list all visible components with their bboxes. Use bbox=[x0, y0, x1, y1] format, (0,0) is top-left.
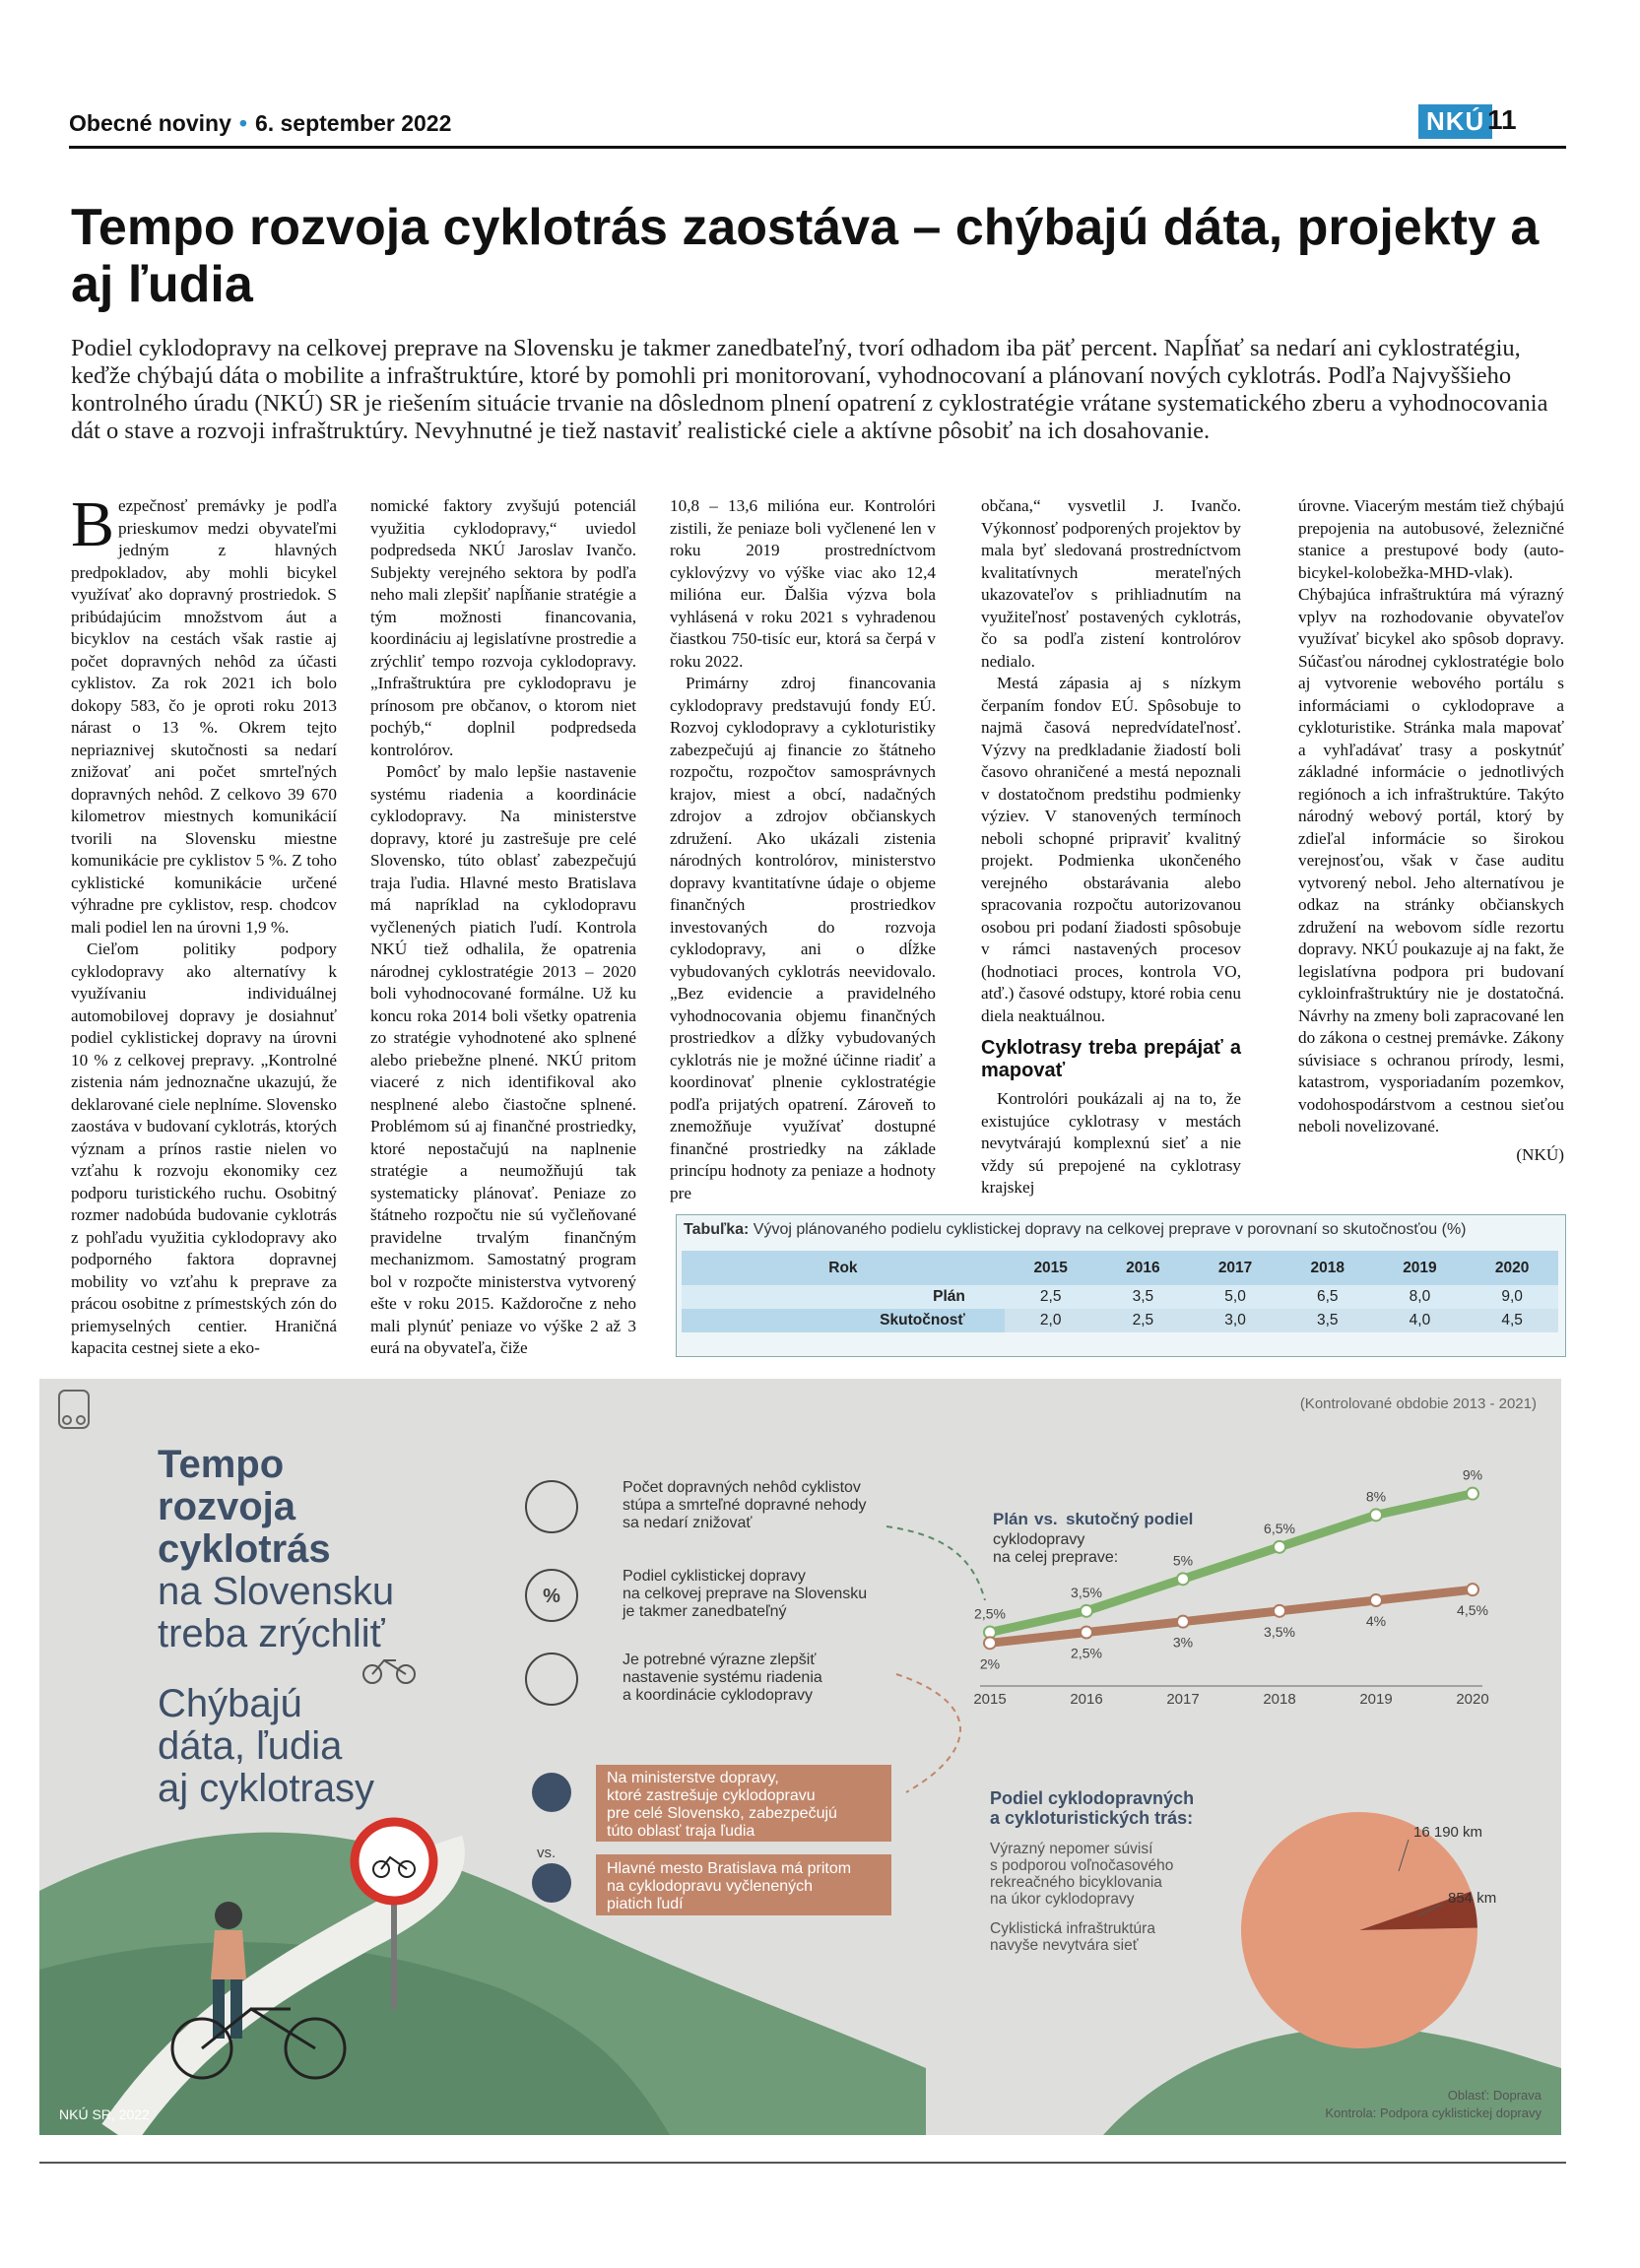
infographic-audit: Kontrola: Podpora cyklistickej dopravy bbox=[1325, 2106, 1542, 2120]
table-row bbox=[682, 1285, 1558, 1309]
bike-route-icon bbox=[59, 1391, 89, 1428]
article-signature: (NKÚ) bbox=[1516, 1144, 1564, 1164]
table-caption-text: Vývoj plánovaného podielu cyklistickej dopravy na celkovej preprave v porovnaní so skutočnosťou (%) bbox=[753, 1221, 1467, 1238]
infographic-subtitle-line: aj cyklotrasy bbox=[158, 1767, 375, 1810]
data-point bbox=[1467, 1488, 1478, 1500]
table-cell: 2,5 bbox=[1097, 1309, 1190, 1332]
infographic-subtitle-line: Chýbajú bbox=[158, 1682, 302, 1725]
table-cell: 2,0 bbox=[1005, 1309, 1097, 1332]
info-text: na celkovej preprave na Slovensku bbox=[623, 1586, 868, 1602]
pie-text: rekreačného bicyklovania bbox=[990, 1874, 1162, 1891]
percent-glyph: % bbox=[543, 1586, 560, 1607]
page-number: 11 bbox=[1487, 104, 1517, 135]
data-label: 9% bbox=[1462, 1466, 1483, 1483]
info-text: sa nedarí znižovať bbox=[623, 1515, 753, 1531]
paragraph: Primárny zdroj financovania cyklodopravy predstavujú fondy EÚ. Rozvoj cyklodopravy a cykloturistiky zabezpečujú aj financie zo štátneho rozpočtu, rozpočtov samosprávnych krajov, miest a obcí, nadačných zdrojov a zdrojov občianskych združení. Ako ukázali zistenia národných kontrolórov, ministerstvo dopravy kvantitatívne údaje o objeme finančných prostriedkov investovaných do rozvoja cyklodopravy, ani o dĺžke vybudovaných cyklotrás neevidovalo. „Bez evidencie a pravidelného vyhodnocovania objemu finančných prostriedkov a dĺžky vybudovaných cyklotrás nie je možné účinne riadiť a koordinovať plnenie cyklostratégie podľa prijatých opatrení. Zároveň to znemožňuje využívať dostupné finančné prostriedky na základe princípu hodnoty za peniaze a hodnoty pre bbox=[670, 674, 936, 1202]
pie-label: 854 km bbox=[1448, 1890, 1497, 1907]
connector-line bbox=[886, 1526, 985, 1600]
data-point bbox=[1467, 1584, 1478, 1595]
x-tick-label: 2017 bbox=[1166, 1691, 1200, 1708]
people-icon bbox=[532, 1773, 571, 1812]
article-headline: Tempo rozvoja cyklotrás zaostáva – chýbajú dáta, projekty a aj ľudia bbox=[71, 199, 1540, 313]
connector-line bbox=[896, 1674, 960, 1792]
data-point bbox=[1081, 1627, 1092, 1639]
paragraph: 10,8 – 13,6 milióna eur. Kontrolóri zistili, že peniaze boli vyčlenené len v roku 2019 prostredníctvom cyklovýzvy vo výške viac ako 12,4 milióna eur. Ďalšia výzva bola vyhlásená v roku 2021 s vyhradenou čiastkou 750-tisíc eur, ktorá sa čerpá v roku 2022. bbox=[670, 496, 936, 671]
legend-plan: Plán bbox=[993, 1510, 1028, 1528]
data-table bbox=[682, 1251, 1558, 1332]
table-cell: 3,0 bbox=[1189, 1309, 1281, 1332]
table-row bbox=[682, 1309, 1558, 1332]
paragraph: Cieľom politiky podpory cyklodopravy ako alternatívy k využívaniu individuálnej automobilovej dopravy je dosiahnuť podiel cyklistickej dopravy na úrovni 10 % z celkovej prepravy. „Kontrolné zistenia nám jednoznačne ukazujú, že deklarované ciele neplníme. Slovensko zaostáva v budovaní cyklotrás, ktorých význam a prínos rastie nielen vo vzťahu k rozvoju ekonomiky cez podporu turistického ruchu. Osobitný rozmer nadobúda budovanie cyklotrás z pohľadu využitia cyklodopravy ako podporného faktora dopravnej mobility vo vzťahu k preprave za prácou osobitne z prímestských zón do priemyselných centier. Hraničná kapacita cestnej siete a eko- bbox=[71, 940, 337, 1357]
pie-title-line: a cykloturistických trás: bbox=[990, 1808, 1194, 1828]
x-tick-label: 2015 bbox=[973, 1691, 1007, 1708]
paragraph: Pomôcť by malo lepšie nastavenie systému riadenia a koordinácie cyklodopravy. Na ministerstve dopravy, ktoré ju zastrešuje pre celé Slovensko, túto oblasť zabezpečujú traja ľudia. Hlavné mesto Bratislava má napríklad na cyklodopravu vyčlenených piatich ľudí. Kontrola NKÚ tiež odhalila, že opatrenia národnej cyklostratégie 2013 – 2020 boli vyhodnocované formálne. Už ku koncu roka 2014 boli všetky opatrenia zo stratégie vyhodnotené ako splnené alebo priebežne plnené. NKÚ pritom viaceré z nich identifikoval ako nesplnené alebo čiastočne splnené. Problémom sú aj finančné prostriedky, ktoré nepostačujú na naplnenie stratégie a neumožňujú tak systematicky plánovať. Peniaze zo štátneho rozpočtu nie sú vyčleňované pravidelne trvalým finančným mechanizmom. Samostatný program bol v rozpočte ministerstva vytvorený ešte v roku 2015. Každoročne z neho mali plynúť peniaze vo výške 2 až 3 eurá na obyvateľa, čiže bbox=[370, 762, 636, 1357]
table-header: 2016 bbox=[1097, 1251, 1190, 1285]
infographic-credit: NKÚ SR, 2022 bbox=[59, 2106, 150, 2122]
separator-dot: • bbox=[238, 110, 247, 136]
table-header: 2015 bbox=[1005, 1251, 1097, 1285]
control-period: (Kontrolované obdobie 2013 - 2021) bbox=[1299, 1395, 1537, 1412]
pie-chart bbox=[1241, 1812, 1477, 2048]
table-caption bbox=[684, 1221, 1467, 1239]
paragraph: úrovne. Viacerým mestám tiež chýbajú prepojenia na autobusové, železničné stanice a prestupové body (auto-bicykel-kolobežka-MHD-vlak). Chýbajúca infraštruktúra má výrazný vplyv na rozhodovanie obyvateľov využívať bicykel ako spôsob dopravy. Súčasťou národnej cyklostratégie bolo aj vytvorenie webového portálu s informáciami o cyklodoprave a cykloturistike. Stránka mala mapovať a vyhľadávať trasy a poskytnúť základné informácie o jednotlivých regiónoch a ich infraštruktúre. Takýto národný webový portál, ktorý by zdieľal informácie so širokou verejnosťou, však v čase auditu vytvorený nebol. Jeho alternatívou je odkaz na stránky občianskych združení na webovom sídle rezortu dopravy. NKÚ poukazuje aj na fakt, že legislatívna podpora pri budovaní cykloinfraštruktúry nie je dostatočná. Návrhy na zmeny boli zapracované len do zákona o cestnej premávke. Zákony súvisiace s ochranou prírody, lesmi, katastrom, vysporiadaním pozemkov, vodohospodárstvom a cestnou sieťou neboli novelizované. bbox=[1298, 496, 1564, 1135]
infographic-title-line: cyklotrás bbox=[158, 1527, 331, 1571]
infographic-title-line: treba zrýchliť bbox=[158, 1612, 385, 1655]
table-caption-label: Tabuľka: bbox=[684, 1221, 750, 1238]
publication-date: 6. september 2022 bbox=[254, 110, 452, 136]
article-column-5 bbox=[1298, 495, 1564, 1166]
infographic-subtitle-line: dáta, ľudia bbox=[158, 1724, 343, 1768]
infographic-title-line: na Slovensku bbox=[158, 1570, 395, 1613]
article-column-4 bbox=[981, 495, 1241, 1199]
chart-subtitle: cyklodopravy bbox=[993, 1531, 1085, 1548]
data-point bbox=[1177, 1616, 1189, 1628]
accident-icon bbox=[526, 1481, 577, 1532]
article-column-3 bbox=[670, 495, 936, 1204]
x-tick-label: 2016 bbox=[1070, 1691, 1103, 1708]
table-header: 2020 bbox=[1466, 1251, 1558, 1285]
legend-real: skutočný podiel bbox=[1066, 1510, 1194, 1528]
pie-title-line: Podiel cyklodopravných bbox=[990, 1788, 1195, 1808]
data-label: 4,5% bbox=[1457, 1602, 1488, 1619]
info-text: Hlavné mesto Bratislava má pritom bbox=[607, 1860, 852, 1877]
paragraph: ezpečnosť premávky je podľa prieskumov medzi obyvateľmi jedným z hlavných predpokladov, aby mohli bicykel využívať ako dopravný prostriedok. S pribúdajúcim množstvom áut a bicyklov na cestách však rastie aj počet dopravných nehôd za účasti cyklistov. Za rok 2021 ich bolo dokopy 583, čo je oproti roku 2013 nárast o 13 %. Okrem tejto nepriaznivej skutočnosti sa nedarí znižovať ani počet smrteľných dopravných nehôd. Z celkovo 39 670 kilometrov miestnych komunikácií tvorili na Slovensku miestne komunikácie pre cyklistov 5 %. Z toho cyklistické komunikácie určené výhradne pre cyklistov, resp. chodcov mali podiel len na úrovni 1,9 %. bbox=[71, 496, 337, 937]
info-text: je takmer zanedbateľný bbox=[623, 1603, 787, 1620]
paragraph: nomické faktory zvyšujú potenciál využitia cyklodopravy,“ uviedol podpredseda NKÚ Jaroslav Ivančo. Subjekty verejného sektora by podľa neho mali zlepšiť napĺňanie stratégie a tým možnosti financovania, koordináciu aj legislatívne prostredie a zrýchliť tempo rozvoja cyklodopravy. „Infraštruktúra pre cyklodopravu je prínosom pre občanov, o ktorom niet pochýb,“ doplnil podpredseda kontrolórov. bbox=[370, 496, 636, 759]
data-point bbox=[1370, 1509, 1382, 1521]
table-cell: 2,5 bbox=[1005, 1285, 1097, 1309]
line-chart-title bbox=[993, 1510, 1193, 1528]
data-label: 2,5% bbox=[1071, 1645, 1102, 1661]
table-cell: 4,0 bbox=[1374, 1309, 1467, 1332]
data-point bbox=[1370, 1594, 1382, 1606]
infographic-area: Oblasť: Doprava bbox=[1447, 2088, 1542, 2103]
pie-title bbox=[990, 1788, 1194, 1828]
article-column-2 bbox=[370, 495, 636, 1360]
infographic-title-line: rozvoja bbox=[158, 1485, 296, 1528]
table-cell: 6,5 bbox=[1281, 1285, 1374, 1309]
info-text: túto oblasť traja ľudia bbox=[607, 1823, 755, 1840]
info-text: piatich ľudí bbox=[607, 1896, 684, 1912]
table-cell: 8,0 bbox=[1374, 1285, 1467, 1309]
x-tick-label: 2019 bbox=[1359, 1691, 1393, 1708]
row-label: Skutočnosť bbox=[682, 1309, 1005, 1332]
info-item-management bbox=[526, 1652, 822, 1705]
publication-header bbox=[69, 110, 451, 137]
pie-text: Cyklistická infraštruktúra bbox=[990, 1920, 1155, 1937]
data-label: 2% bbox=[979, 1655, 1001, 1672]
info-text: Je potrebné výrazne zlepšiť bbox=[623, 1652, 817, 1668]
info-item-accidents bbox=[526, 1479, 867, 1532]
row-label: Plán bbox=[682, 1285, 1005, 1309]
info-item-share bbox=[526, 1568, 867, 1621]
info-text: pre celé Slovensko, zabezpečujú bbox=[607, 1805, 837, 1822]
info-text: Podiel cyklistickej dopravy bbox=[623, 1568, 806, 1585]
data-label: 3,5% bbox=[1071, 1584, 1102, 1600]
info-text: stúpa a smrteľné dopravné nehody bbox=[623, 1497, 867, 1514]
data-label: 6,5% bbox=[1264, 1520, 1295, 1536]
table-header: 2019 bbox=[1374, 1251, 1467, 1285]
data-label: 2,5% bbox=[974, 1605, 1006, 1622]
table-cell: 9,0 bbox=[1466, 1285, 1558, 1309]
data-label: 3% bbox=[1172, 1634, 1194, 1651]
data-label: 8% bbox=[1365, 1488, 1387, 1505]
bicycle-icon bbox=[363, 1660, 415, 1683]
drop-cap: B bbox=[71, 488, 115, 560]
table-header: 2017 bbox=[1189, 1251, 1281, 1285]
paragraph: Kontrolóri poukázali aj na to, že existujúce cyklotrasy v mestách nevytvárajú komplexnú sieť a nie vždy sú prepojené na cyklotrasy krajskej bbox=[981, 1089, 1241, 1197]
section-subheading: Cyklotrasy treba prepájať a mapovať bbox=[981, 1037, 1241, 1081]
publication-name: Obecné noviny bbox=[69, 110, 231, 136]
data-point bbox=[1081, 1605, 1092, 1617]
table-header-row bbox=[682, 1251, 1558, 1285]
people-icon bbox=[532, 1863, 571, 1903]
info-text: ktoré zastrešuje cyklodopravu bbox=[607, 1787, 816, 1804]
x-tick-label: 2018 bbox=[1263, 1691, 1296, 1708]
paragraph: Mestá zápasia aj s nízkym čerpaním fondov EÚ. Spôsobuje to najmä časová nepredvídateľnosť. Výzvy na predkladanie žiadostí boli časovo ohraničené a mestá nepoznali v dostatočnom predstihu podmienky výziev. V stanovených termínoch neboli schopné pripraviť kvalitný projekt. Podmienka ukončeného verejného obstarávania alebo spracovania rozpočtu autorizovanou osobou pri podaní žiadosti spôsobuje v rámci nastavených procesov (hodnotiaci proces, kontrola VO, atď.) časové odstupy, ktoré robia cenu diela neaktuálnou. bbox=[981, 674, 1241, 1025]
legend-vs: vs. bbox=[1034, 1510, 1058, 1528]
data-point bbox=[1177, 1573, 1189, 1585]
info-item-bratislava bbox=[532, 1854, 891, 1915]
data-label: 3,5% bbox=[1264, 1623, 1295, 1640]
article-lead: Podiel cyklodopravy na celkovej preprave na Slovensku je takmer zanedbateľný, tvorí odhadom iba päť percent. Napĺňať sa nedarí ani cyklostratégiu, keďže chýbajú dáta o mobilite a infraštruktúre, ktoré by pomohli pri monitorovaní, vyhodnocovaní a plánovaní nových cyklotrás. Podľa Najvyššieho kontrolného úradu (NKÚ) SR je riešením situácie trvanie na dôslednom plnení opatrení z cyklostratégie vrátane systematického zberu a vyhodnocovania dát o stave a rozvoji infraštruktúry. Nevyhnutné je tiež nastaviť realistické ciele a aktívne pôsobiť na ich dosahovanie. bbox=[71, 335, 1548, 444]
pie-text: navyše nevytvára sieť bbox=[990, 1937, 1139, 1954]
chart-subtitle: na celej preprave: bbox=[993, 1549, 1119, 1566]
table-header: Rok bbox=[682, 1251, 1005, 1285]
table-cell: 3,5 bbox=[1097, 1285, 1190, 1309]
header-divider bbox=[69, 146, 1566, 149]
table-cell: 4,5 bbox=[1466, 1309, 1558, 1332]
pie-text: Výrazný nepomer súvisí bbox=[990, 1841, 1153, 1857]
paragraph: občana,“ vysvetlil J. Ivančo. Výkonnosť podporených projektov by mala byť sledovaná prostredníctvom kvalitatívnych merateľných ukazovateľov s prihliadnutím na využiteľnosť postavených cyklotrás, čo sa podľa zistení kontrolórov nedialo. bbox=[981, 496, 1241, 671]
x-tick-label: 2020 bbox=[1456, 1691, 1489, 1708]
pie-text: s podporou voľnočasového bbox=[990, 1857, 1174, 1874]
data-label: 5% bbox=[1172, 1552, 1194, 1569]
infographic-svg bbox=[39, 1379, 1561, 2135]
data-point bbox=[984, 1637, 996, 1649]
info-item-ministry bbox=[532, 1765, 891, 1861]
line-chart bbox=[973, 1467, 1488, 1708]
table-header: 2018 bbox=[1281, 1251, 1374, 1285]
nku-logo: NKÚ bbox=[1418, 104, 1492, 139]
infographic-title-line: Tempo bbox=[158, 1443, 285, 1486]
pie-text: na úkor cyklodopravy bbox=[990, 1891, 1135, 1908]
vs-label: vs. bbox=[537, 1845, 557, 1861]
table-cell: 5,0 bbox=[1189, 1285, 1281, 1309]
bottom-divider bbox=[39, 2162, 1566, 2164]
data-point bbox=[1274, 1541, 1285, 1553]
info-text: Počet dopravných nehôd cyklistov bbox=[623, 1479, 861, 1496]
gears-icon bbox=[526, 1653, 577, 1705]
info-text: nastavenie systému riadenia bbox=[623, 1669, 822, 1686]
info-text: na cyklodopravu vyčlenených bbox=[607, 1878, 814, 1895]
info-text: Na ministerstve dopravy, bbox=[607, 1770, 779, 1786]
data-label: 4% bbox=[1365, 1613, 1387, 1629]
infographic bbox=[39, 1379, 1561, 2135]
info-text: a koordinácie cyklodopravy bbox=[623, 1687, 813, 1704]
pie-label: 16 190 km bbox=[1413, 1824, 1483, 1841]
article-column-1 bbox=[71, 488, 337, 1360]
data-point bbox=[1274, 1605, 1285, 1617]
table-cell: 3,5 bbox=[1281, 1309, 1374, 1332]
